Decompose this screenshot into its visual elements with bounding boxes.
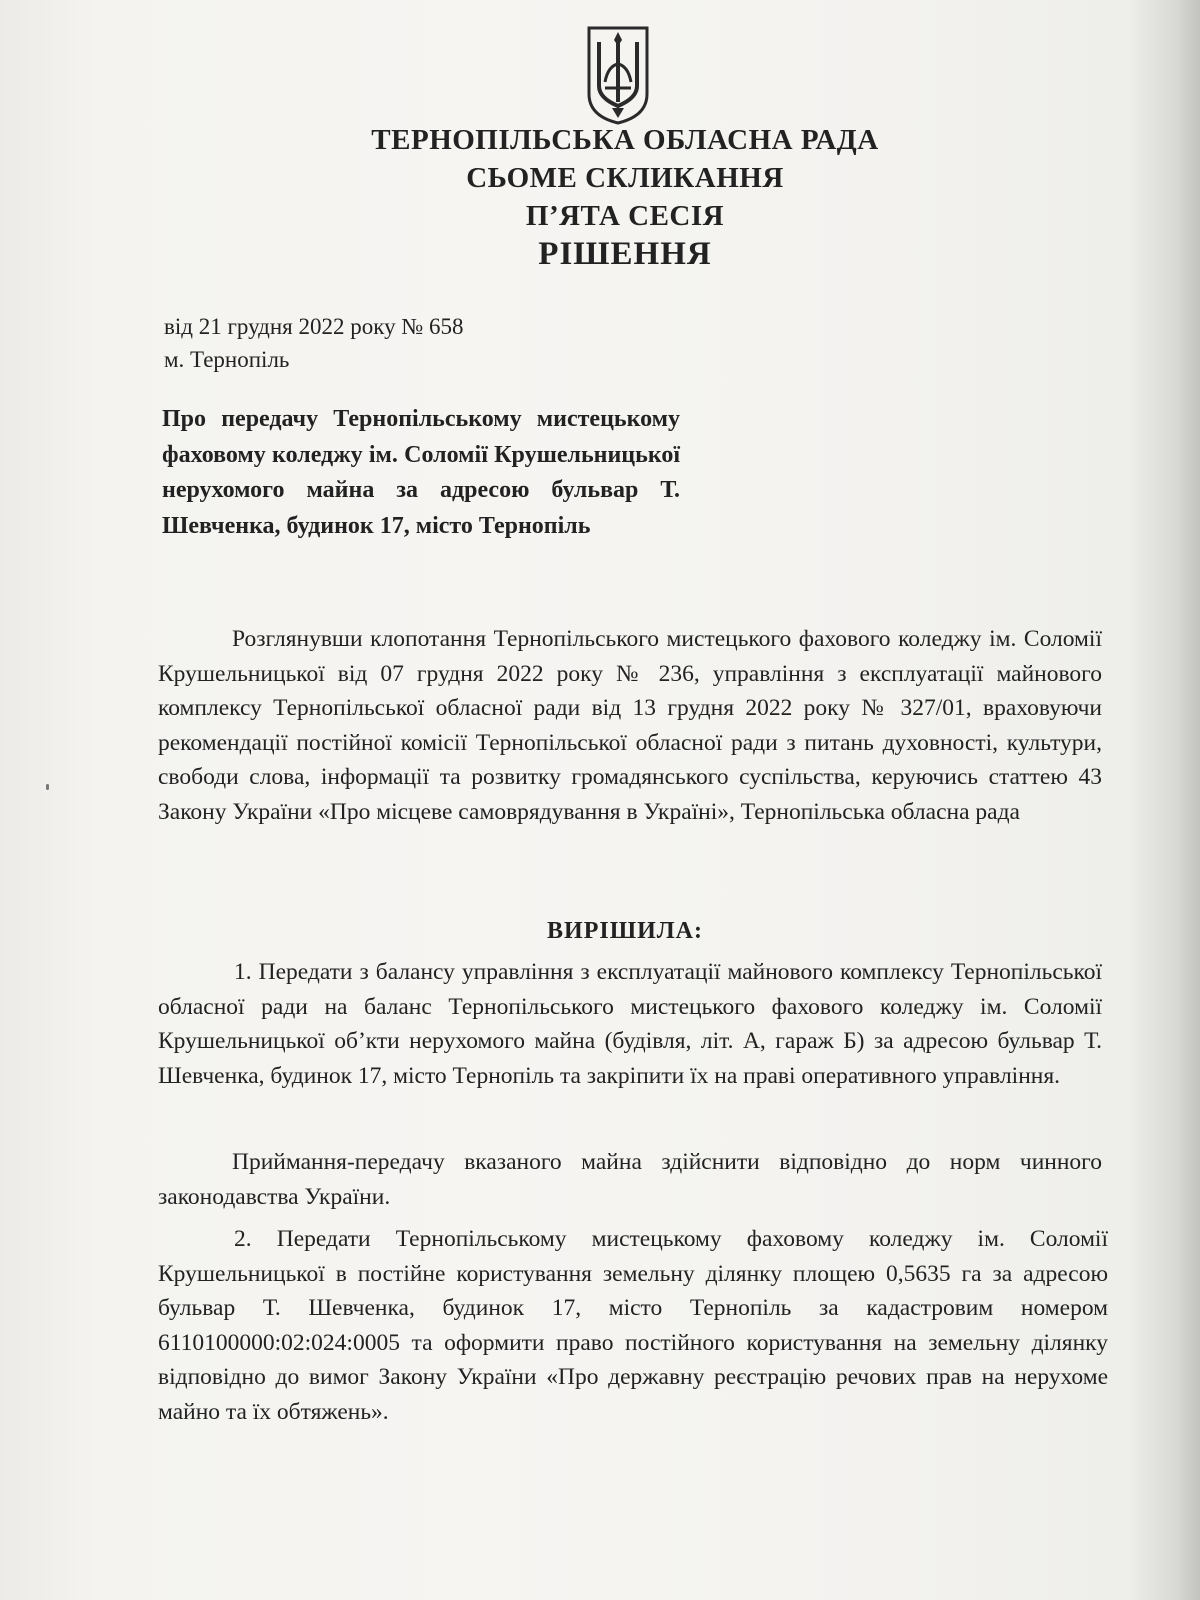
council-title: ТЕРНОПІЛЬСЬКА ОБЛАСНА РАДА: [371, 124, 879, 156]
item-2-paragraph: 2. Передати Тернопільському мистецькому фаховому коледжу ім. Соломії Крушельницької в постійне користування земельну ділянку площею 0,5635 га за адресою бульвар Т. Шевченка, будинок 17, місто Тернопіль за кадастровим номером 6110100000:02:024:0005 та оформити право постійного користування на земельну ділянку відповідно до вимог Закону України «Про державну реєстрацію речових прав на нерухоме майно та їх обтяжень».: [158, 1226, 1108, 1425]
preamble-paragraph: Розглянувши клопотання Тернопільського мистецького фахового коледжу ім. Соломії Крушельницької від 07 грудня 2022 року № 236, управління з експлуатації майнового комплексу Тернопільської обласної ради від 13 грудня 2022 року № 327/01, враховуючи рекомендації постійної комісії Тернопільської обласної ради з питань духовності, культури, свободи слова, інформації та розвитку громадянського суспільства, керуючись статтею 43 Закону України «Про місцеве самоврядування в Україні», Тернопільська обласна рада: [158, 626, 1102, 825]
coat-of-arms-icon: [583, 24, 653, 126]
item-1-note-paragraph: Приймання-передачу вказаного майна здійснити відповідно до норм чинного законодавства України.: [158, 1149, 1102, 1210]
decision-title: РІШЕННЯ: [538, 236, 712, 272]
paper-speck: [46, 784, 49, 790]
session-title: П’ЯТА СЕСІЯ: [525, 200, 725, 232]
decision-subject: Про передачу Тернопільському мистецькому фаховому коледжу ім. Соломії Крушельницької нерухомого майна за адресою бульвар Т. Шевченка, будинок 17, місто Тернопіль: [162, 406, 680, 539]
convocation-title: СЬОМЕ СКЛИКАННЯ: [466, 162, 784, 194]
item-1-paragraph: 1. Передати з балансу управління з експлуатації майнового комплексу Тернопільської обласної ради на баланс Тернопільського мистецького фахового коледжу ім. Соломії Крушельницької об’кти нерухомого майна (будівля, літ. А, гараж Б) за адресою бульвар Т. Шевченка, будинок 17, місто Тернопіль та закріпити їх на праві оперативного управління.: [158, 959, 1102, 1089]
decision-date-number: від 21 грудня 2022 року № 658: [164, 314, 464, 339]
decision-city: м. Тернопіль: [164, 347, 290, 372]
decided-heading: ВИРІШИЛА:: [547, 918, 703, 944]
